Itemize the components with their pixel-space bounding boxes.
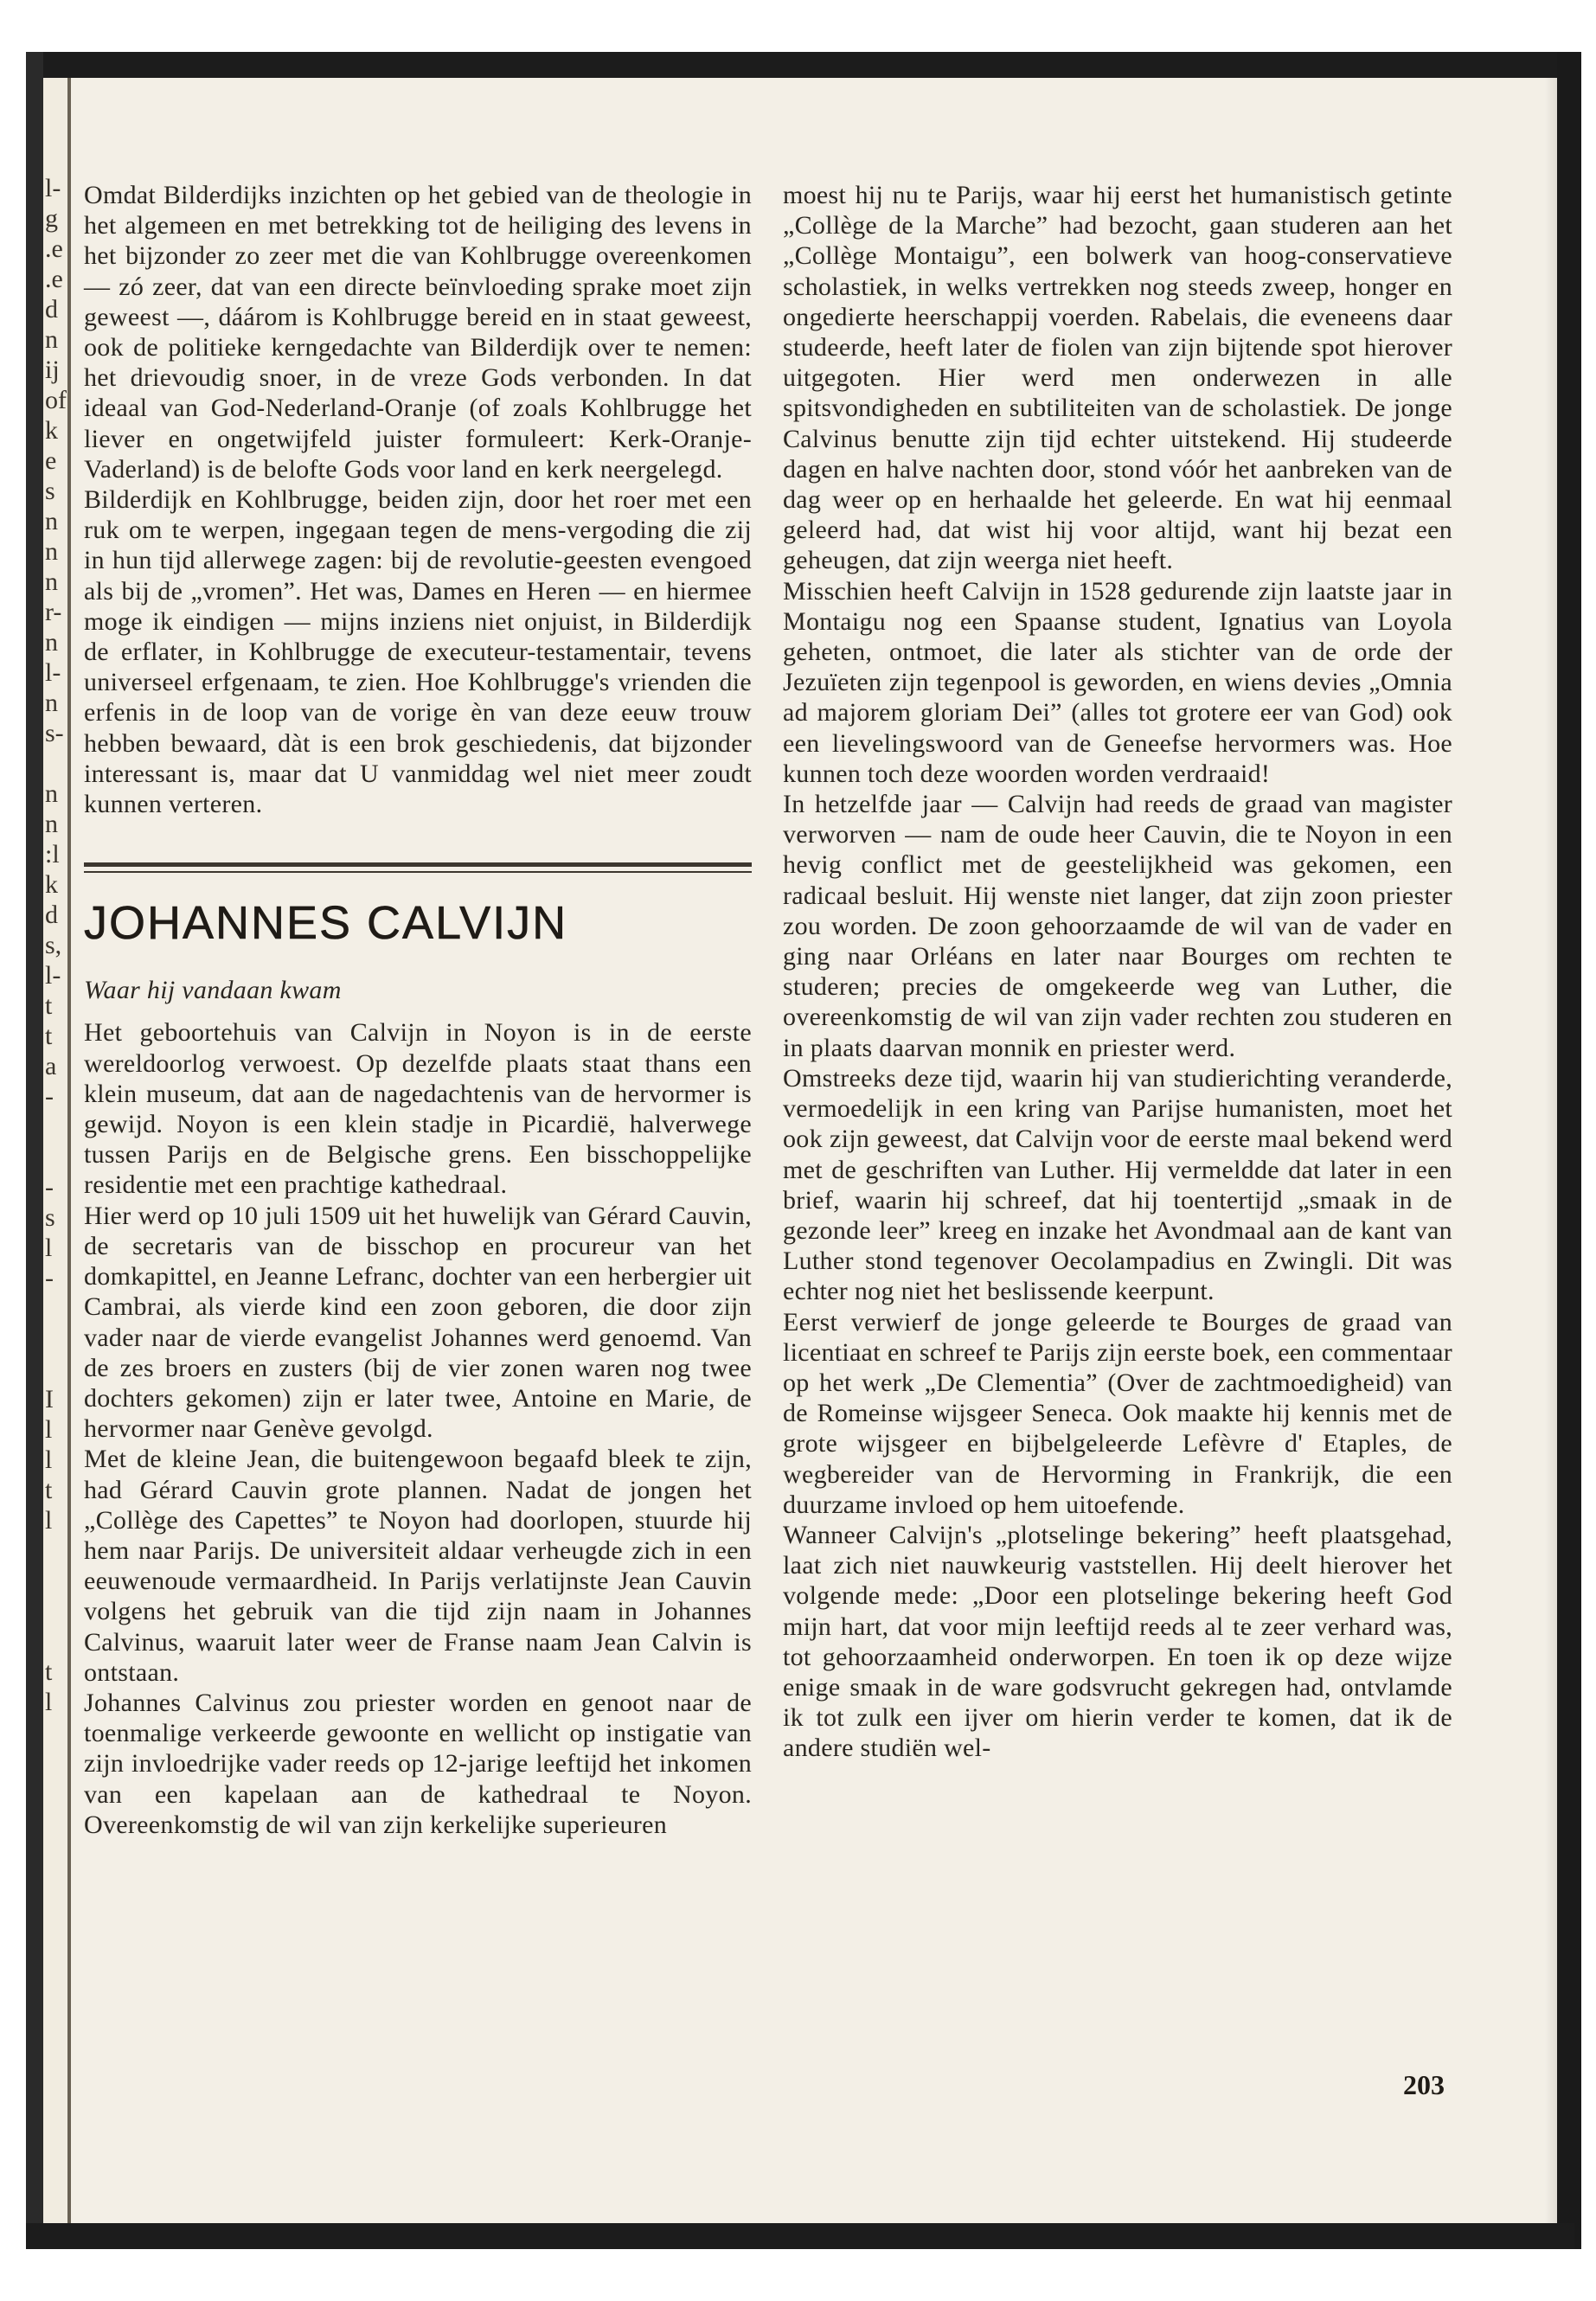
- article-paragraph: Wanneer Calvijn's „plotselinge bekering” heeft plaatsgehad, laat zich niet nauwkeurig vaststellen. Hij deelt hierover het volgende mede: „Door een plotselinge bekering heeft God mijn hart, dat voor mijn leeftijd reeds al te zeer verhard was, tot gehoorzaamheid onderworpen. En toen ik op deze wijze enige smaak in de ware godsvrucht gekregen had, ontvlamde ik tot zulk een ijver om hierin verder te komen, dat ik de andere studiën wel-: [783, 1520, 1452, 1763]
- margin-letter: l: [45, 1445, 53, 1474]
- previous-page-margin: [43, 78, 71, 2223]
- margin-letter: [45, 1596, 67, 1626]
- margin-letter: l: [45, 1415, 53, 1444]
- intro-paragraph: Bilderdijk en Kohlbrugge, beiden zijn, door het roer met een ruk om te werpen, ingegaan tegen de mens-vergoding die zij in hun tijd allerwege zagen: bij de revolutie-geesten evengoed als bij de „vromen”. Het was, Dames en Heren — en hiermee moge ik eindigen — mijns inziens niet onjuist, in Bilderdijk de erflater, in Kohlbrugge de executeur-testamentair, tevens universeel erfgenaam, te zien. Hoe Kohlbrugge's vrienden die erfenis in de loop van de vorige èn van deze eeuw trouw hebben bewaard, dàt is een brok geschiedenis, dat bijzonder interessant is, maar dat U vanmiddag wel niet meer zoudt kunnen verteren.: [84, 485, 752, 819]
- margin-letter: s: [45, 477, 55, 505]
- margin-letter: k: [45, 870, 58, 899]
- article-paragraph: Eerst verwierf de jonge geleerde te Bourges de graad van licentiaat en schreef te Parijs zijn eerste boek, een commentaar op het werk „De Clementia” (Over de zachtmoedigheid) van de Romeinse wijsgeer Seneca. Ook maakte hij kennis met de grote wijsgeer en bijbelgeleerde Lefèvre d' Etaples, de wegbereider van de Hervorming in Frankrijk, die een duurzame invloed op hem uitoefende.: [783, 1307, 1452, 1519]
- article-paragraph: In hetzelfde jaar — Calvijn had reeds de graad van magister verworven — nam de oude heer Cauvin, die te Noyon in een hevig conflict met de geestelijkheid was gekomen, een radicaal besluit. Hij wenste niet langer, dat zijn zoon priester zou worden. De zoon gehoorzaamde de wil van de vader en ging naar Orléans en later naar Bourges om rechten te studeren; precies de omgekeerde weg van Luther, die overeenkomstig de wil van zijn vader rechten zou studeren en in plaats daarvan monnik en priester werd.: [783, 790, 1452, 1062]
- margin-letter: I: [45, 1385, 54, 1413]
- margin-letter: t: [45, 1657, 53, 1686]
- margin-letter: [45, 748, 67, 779]
- article-paragraph: Met de kleine Jean, die buitengewoon begaafd bleek te zijn, had Gérard Cauvin grote plannen. Nadat de jongen het „Collège des Capettes” te Noyon had doorlopen, stuurde hij hem naar Parijs. De universiteit aldaar verheugde zich in een eeuwenoude vermaardheid. In Parijs verlatijnste Jean Cauvin volgens het gebruik van die tijd zijn naam in Johannes Calvinus, waaruit later weer de Franse naam Jean Calvin is ontstaan.: [84, 1445, 752, 1687]
- margin-letter: of: [45, 386, 67, 414]
- margin-letter: n: [45, 537, 58, 566]
- margin-letter: -: [45, 1173, 54, 1202]
- margin-letter: g: [45, 204, 58, 233]
- margin-letter: [45, 1626, 67, 1657]
- margin-letter: t: [45, 1022, 53, 1050]
- margin-letter: n: [45, 507, 58, 535]
- margin-letter: [45, 1112, 67, 1142]
- margin-letter: l-: [45, 174, 61, 202]
- margin-letter: a: [45, 1052, 57, 1080]
- margin-letter: t: [45, 1476, 53, 1504]
- article-subtitle: Waar hij vandaan kwam: [84, 976, 342, 1005]
- margin-letter: l: [45, 1234, 53, 1262]
- margin-letter: n: [45, 810, 58, 838]
- margin-letter: .e: [45, 265, 63, 293]
- scan-frame-right: [1557, 52, 1581, 2249]
- intro-paragraph: Omdat Bilderdijks inzichten op het gebied van de theologie in het algemeen en met betrekking tot de heiliging des levens in het bijzonder zo zeer met die van Kohlbrugge overeenkomen — zó zeer, dat van een directe beïnvloeding sprake moet zijn geweest —, dáárom is Kohlbrugge bereid en in staat geweest, ook de politieke kerngedachte van Bilderdijk over te nemen: het drievoudig snoer, in de vreze Gods verbonden. In dat ideaal van God-Nederland-Oranje (of zoals Kohlbrugge het liever en ongetwijfeld juister formuleert: Kerk-Oranje-Vaderland) is de belofte Gods voor land en kerk neergelegd.: [84, 181, 752, 484]
- margin-letter: d: [45, 295, 58, 324]
- margin-letter: d: [45, 901, 58, 929]
- margin-letter: [45, 1142, 67, 1172]
- scan-frame-top: [26, 52, 1574, 78]
- margin-letter: [45, 1535, 67, 1566]
- article-paragraph: Johannes Calvinus zou priester worden en genoot naar de toenmalige verkeerde gewoonte en wellicht op instigatie van zijn invloedrijke vader reeds op 12-jarige leeftijd het inkomen van een kapelaan aan de kathedraal te Noyon. Overeenkomstig de wil van zijn kerkelijke superieuren: [84, 1688, 752, 1839]
- margin-letter: n: [45, 689, 58, 717]
- page-number: 203: [1403, 2069, 1445, 2100]
- margin-letter: l: [45, 1506, 53, 1535]
- article-paragraph: Hier werd op 10 juli 1509 uit het huwelijk van Gérard Cauvin, de secretaris van de bisschop en procureur van het domkapittel, en Jeanne Lefranc, dochter van een herbergier uit Cambrai, als vierde kind een zoon geboren, die door zijn vader naar de vierde evangelist Johannes werd genoemd. Van de zes broers en zusters (bij de vier zonen waren nog twee dochters gekomen) zijn er later twee, Antoine en Marie, de hervormer naar Genève gevolgd.: [84, 1201, 752, 1444]
- margin-letter: s-: [45, 719, 64, 747]
- article-paragraph: Omstreeks deze tijd, waarin hij van studierichting veranderde, vermoedelijk in een kring van Parijse humanisten, moet het ook zijn geweest, dat Calvijn voor de eerste maal bekend werd met de geschriften van Luther. Hij vermeldde dat later in een brief, waarin hij schreef, dat hij toentertijd „smaak in de gezonde leer” kreeg en inzake het Avondmaal aan de kant van Luther stond tegenover Oecolampadius en Zwingli. Dit was echter nog niet het beslissende keerpunt.: [783, 1063, 1452, 1306]
- scan-frame-bottom: [26, 2223, 1574, 2249]
- margin-letter: e: [45, 446, 57, 475]
- margin-letter: l-: [45, 961, 61, 990]
- margin-letter: .e: [45, 234, 63, 263]
- left-column: [84, 180, 752, 1840]
- margin-letter: n: [45, 325, 58, 354]
- article-paragraph: Misschien heeft Calvijn in 1528 gedurende zijn laatste jaar in Montaigu nog een Spaanse student, Ignatius van Loyola geheten, ontmoet, die later als stichter van de orde der Jezuïeten zijn tegenpool is geworden, en wiens devies „Omnia ad majorem gloriam Dei” (alles tot grotere eer van God) ook een lievelingswoord van de Geneefse hervormers was. Hoe kunnen toch deze woorden worden verdraaid!: [783, 576, 1452, 788]
- margin-letter: r-: [45, 598, 62, 626]
- margin-letter: s: [45, 1203, 55, 1232]
- margin-letter: l: [45, 1688, 53, 1716]
- section-divider-thin: [84, 871, 752, 873]
- margin-letter: [45, 1354, 67, 1384]
- page-shadow: [1545, 78, 1557, 2223]
- margin-letter: :l: [45, 840, 60, 868]
- section-divider-thick: [84, 862, 752, 867]
- article-paragraph: Het geboortehuis van Calvijn in Noyon is in de eerste wereldoorlog verwoest. Op dezelfde plaats staat thans een klein museum, dat aan de nagedachtenis van de hervormer is gewijd. Noyon is een klein stadje in Picardië, halverwege tussen Parijs en de Belgische grens. Een bisschoppelijke residentie met een prachtige kathedraal.: [84, 1018, 752, 1200]
- margin-letter: n: [45, 567, 58, 596]
- margin-letter: t: [45, 991, 53, 1020]
- margin-letter: k: [45, 416, 58, 445]
- article-title: JOHANNES CALVIJN: [84, 897, 568, 950]
- margin-letter: l-: [45, 658, 61, 687]
- previous-page-letters: [45, 173, 67, 1717]
- margin-letter: [45, 1324, 67, 1354]
- margin-letter: n: [45, 628, 58, 657]
- margin-letter: n: [45, 779, 58, 808]
- margin-letter: ij: [45, 356, 60, 384]
- article-paragraph: moest hij nu te Parijs, waar hij eerst het humanistisch getinte „Collège de la Marche” had bezocht, gaan studeren aan het „Collège Montaigu”, een bolwerk van hoog-conservatieve scholastiek, in welks vertrekken nog steeds zweep, honger en ongedierte heerschappij voerden. Rabelais, die eveneens daar studeerde, heeft later de fiolen van zijn bijtende spot hierover uitgegoten. Hier werd men onderwezen in alle spitsvondigheden en subtiliteiten van de scholastiek. De jonge Calvinus benutte zijn tijd echter uitstekend. Hij studeerde dagen en halve nachten door, stond vóór het aanbreken van de dag weer op en herhaalde het geleerde. En wat hij eenmaal geleerd had, dat wist hij voor altijd, want hij bezat een geheugen, dat zijn weerga niet heeft.: [783, 181, 1452, 575]
- margin-letter: -: [45, 1264, 54, 1292]
- right-column: [783, 180, 1452, 1764]
- book-page: [71, 78, 1557, 2223]
- margin-letter: [45, 1566, 67, 1596]
- margin-letter: -: [45, 1082, 54, 1111]
- margin-letter: [45, 1293, 67, 1324]
- scan-frame-left: [26, 52, 43, 2232]
- margin-letter: s,: [45, 931, 62, 959]
